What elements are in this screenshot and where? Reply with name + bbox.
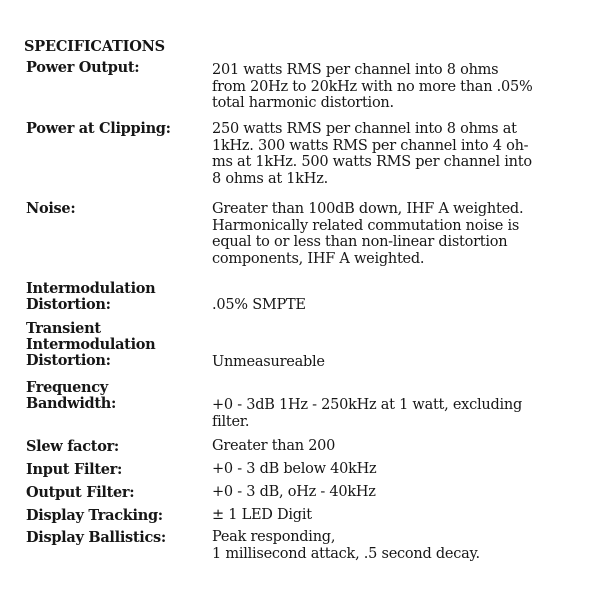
spec-label-transient-intermodulation-distortion [26, 321, 206, 369]
spec-value-line: +0 - 3 dB, oHz - 40kHz [212, 484, 376, 500]
spec-value-line: +0 - 3dB 1Hz - 250kHz at 1 watt, excluding [212, 397, 522, 413]
spec-label-line: Distortion: [26, 352, 111, 369]
spec-value-frequency-bandwidth [212, 397, 582, 430]
spec-label-line: Intermodulation [26, 280, 156, 297]
spec-value-line: 250 watts RMS per channel into 8 ohms at [212, 121, 517, 137]
spec-value-line: ms at 1kHz. 500 watts RMS per channel into [212, 154, 532, 171]
spec-label-line: Intermodulation [26, 336, 156, 353]
spec-value-line: Unmeasureable [212, 354, 325, 370]
spec-label-line: Transient [26, 320, 101, 337]
spec-label-intermodulation-distortion [26, 281, 206, 313]
spec-value-line: from 20Hz to 20kHz with no more than .05% [212, 78, 533, 95]
spec-label-line: Output Filter: [26, 484, 135, 501]
spec-value-line: total harmonic distortion. [212, 95, 394, 112]
spec-value-intermodulation-distortion [212, 297, 582, 314]
spec-label-slew-factor [26, 439, 206, 455]
spec-value-display-tracking [212, 507, 582, 524]
spec-value-line: components, IHF A weighted. [212, 250, 425, 267]
spec-value-line: Greater than 100dB down, IHF A weighted. [212, 201, 524, 217]
spec-label-line: Frequency [26, 379, 108, 396]
spec-value-power-output [212, 62, 582, 112]
spec-value-input-filter [212, 461, 582, 478]
spec-value-line: 8 ohms at 1kHz. [212, 170, 328, 187]
spec-value-line: +0 - 3 dB below 40kHz [212, 461, 377, 477]
spec-value-line: Greater than 200 [212, 438, 336, 454]
spec-value-slew-factor [212, 438, 582, 455]
spec-label-power-at-clipping [26, 121, 206, 137]
spec-value-transient-intermodulation-distortion [212, 354, 582, 371]
spec-label-line: Input Filter: [26, 461, 123, 478]
spec-label-line: Slew factor: [26, 438, 119, 455]
spec-label-line: Bandwidth: [26, 395, 117, 412]
page-title: SPECIFICATIONS [24, 38, 165, 55]
spec-value-power-at-clipping [212, 121, 582, 187]
spec-label-line: Display Ballistics: [26, 529, 166, 546]
spec-value-line: Harmonically related commutation noise is [212, 217, 520, 234]
spec-value-output-filter [212, 484, 582, 501]
spec-label-line: Power Output: [26, 59, 140, 76]
spec-value-line: 201 watts RMS per channel into 8 ohms [212, 62, 499, 78]
spec-value-line: equal to or less than non-linear distortion [212, 234, 508, 251]
spec-label-input-filter [26, 462, 206, 478]
spec-label-line: Noise: [26, 200, 76, 217]
spec-label-noise [26, 201, 206, 217]
spec-value-line: Peak responding, [212, 529, 336, 545]
spec-value-line: filter. [212, 413, 250, 430]
spec-value-line: ± 1 LED Digit [212, 507, 312, 523]
spec-value-line: 1 millisecond attack, .5 second decay. [212, 545, 480, 562]
spec-label-display-tracking [26, 508, 206, 524]
spec-label-line: Display Tracking: [26, 507, 163, 524]
spec-label-display-ballistics [26, 530, 206, 546]
spec-value-display-ballistics [212, 529, 582, 562]
spec-label-frequency-bandwidth [26, 380, 206, 412]
spec-value-line: .05% SMPTE [212, 297, 306, 313]
spec-value-noise [212, 201, 582, 267]
spec-label-line: Power at Clipping: [26, 120, 171, 137]
spec-label-output-filter [26, 485, 206, 501]
spec-value-line: 1kHz. 300 watts RMS per channel into 4 oh- [212, 137, 529, 154]
spec-label-power-output [26, 60, 206, 76]
spec-label-line: Distortion: [26, 296, 111, 313]
